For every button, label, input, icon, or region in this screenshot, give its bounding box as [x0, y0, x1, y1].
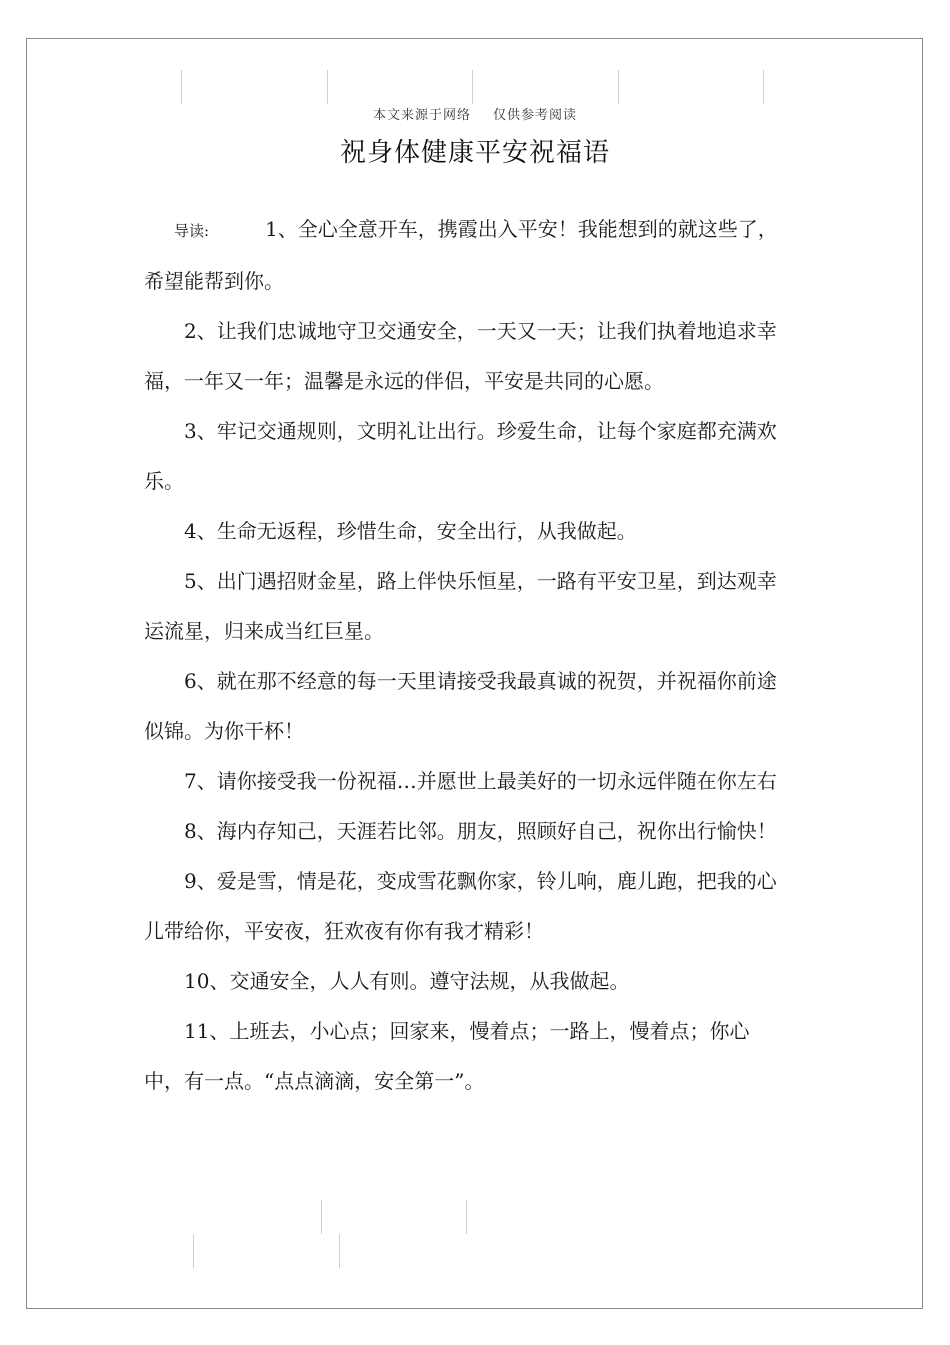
top-tick — [181, 70, 182, 104]
paragraph: 3、牢记交通规则，文明礼让出行。珍爱生命，让每个家庭都充满欢乐。 — [144, 419, 777, 493]
source-note-left: 本文来源于网络 — [372, 108, 471, 123]
top-tick — [763, 70, 764, 104]
paragraph: 11、上班去，小心点；回家来，慢着点；一路上，慢着点；你心中，有一点。“点点滴滴，安全第一”。 — [144, 1019, 750, 1093]
paragraph: 2、让我们忠诚地守卫交通安全，一天又一天；让我们执着地追求幸福，一年又一年；温馨是永远的伴侣，平安是共同的心愿。 — [144, 319, 777, 393]
bottom-tick — [321, 1200, 322, 1234]
paragraph: 7、请你接受我一份祝福…并愿世上最美好的一切永远伴随在你左右 — [184, 769, 777, 793]
top-tick — [327, 70, 328, 104]
paragraph: 4、生命无返程，珍惜生命，安全出行，从我做起。 — [184, 519, 637, 543]
bottom-tick — [193, 1234, 194, 1268]
paragraph: 9、爱是雪，情是花，变成雪花飘你家，铃儿响，鹿儿跑，把我的心儿带给你，平安夜，狂欢夜有你有我才精彩！ — [144, 869, 777, 943]
paragraph: 10、交通安全，人人有则。遵守法规，从我做起。 — [184, 969, 630, 993]
top-tick — [618, 70, 619, 104]
paragraph — [144, 204, 784, 306]
source-note-right: 仅供参考阅读 — [493, 108, 578, 123]
paragraph: 5、出门遇招财金星，路上伴快乐恒星，一路有平安卫星，到达观幸运流星，归来成当红巨星。 — [144, 569, 777, 643]
bottom-tick — [339, 1234, 340, 1268]
source-note — [0, 104, 950, 123]
bottom-tick — [466, 1200, 467, 1234]
document-body — [144, 204, 784, 1106]
intro-label: 导读: — [174, 222, 210, 240]
document-title: 祝身体健康平安祝福语 — [339, 138, 610, 168]
paragraph: 8、海内存知己，天涯若比邻。朋友，照顾好自己，祝你出行愉快！ — [184, 819, 777, 843]
paragraph-text: 1、全心全意开车，携霞出入平安！我能想到的就这些了，希望能帮到你。 — [144, 217, 778, 293]
paragraph: 6、就在那不经意的每一天里请接受我最真诚的祝贺，并祝福你前途似锦。为你干杯！ — [144, 669, 777, 743]
top-tick — [472, 70, 473, 104]
